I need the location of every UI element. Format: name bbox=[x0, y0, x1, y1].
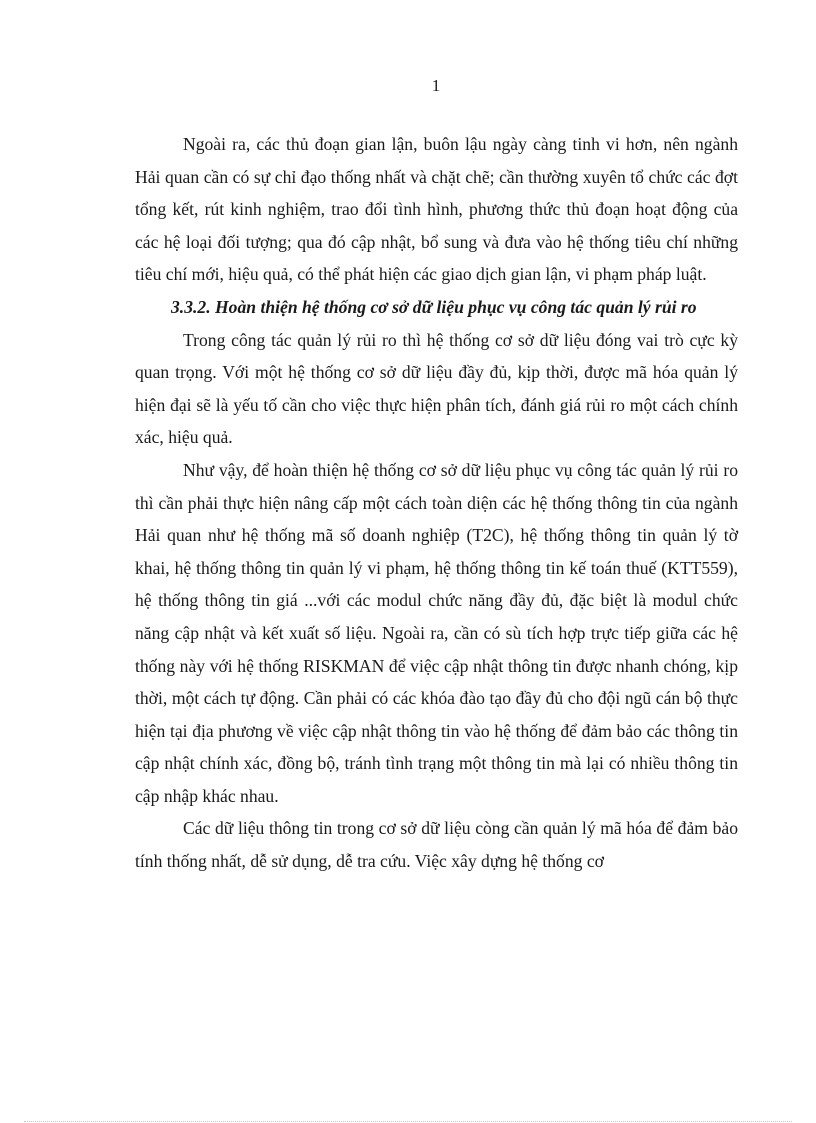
paragraph-system-upgrade: Như vậy, để hoàn thiện hệ thống cơ sở dữ liệu phục vụ công tác quản lý rủi ro thì cần phải thực hiện nâng cấp một cách toàn diện các hệ thống thông tin của ngành Hải quan như hệ thống mã số doanh nghiệp (T2C), hệ thống thông tin quản lý tờ khai, hệ thống thông tin quản lý vi phạm, hệ thống thông tin kế toán thuế (KTT559), hệ thống thông tin giá ...với các modul chức năng đầy đủ, đặc biệt là modul chức năng cập nhật và kết xuất số liệu. Ngoài ra, cần có sù tích hợp trực tiếp giữa các hệ thống này với hệ thống RISKMAN để việc cập nhật thông tin được nhanh chóng, kịp thời, một cách tự động. Cần phải có các khóa đào tạo đầy đủ cho đội ngũ cán bộ thực hiện tại địa phương về việc cập nhật thông tin vào hệ thống để đảm bảo các thông tin cập nhật chính xác, đồng bộ, tránh tình trạng một thông tin mà lại có nhiều thông tin cập nhập khác nhau. bbox=[135, 459, 738, 806]
paragraph-database-role: Trong công tác quản lý rủi ro thì hệ thống cơ sở dữ liệu đóng vai trò cực kỳ quan trọng. Với một hệ thống cơ sở dữ liệu đầy đủ, kịp thời, được mã hóa quản lý hiện đại sẽ là yếu tố cần cho việc thực hiện phân tích, đánh giá rủi ro một cách chính xác, hiệu quả. bbox=[135, 329, 738, 448]
page-bottom-divider bbox=[24, 1121, 792, 1122]
page-number: 1 bbox=[431, 76, 441, 95]
document-body bbox=[135, 128, 738, 878]
paragraph-data-encoding: Các dữ liệu thông tin trong cơ sở dữ liệu còng cần quản lý mã hóa để đảm bảo tính thống nhất, dễ sử dụng, dễ tra cứu. Việc xây dựng hệ thống cơ bbox=[135, 818, 738, 872]
paragraph-fraud-coordination: Ngoài ra, các thủ đoạn gian lận, buôn lậu ngày càng tinh vi hơn, nên ngành Hải quan cần có sự chỉ đạo thống nhất và chặt chẽ; cần thường xuyên tổ chức các đợt tổng kết, rút kinh nghiệm, trao đổi tình hình, phương thức thủ đoạn hoạt động của các hệ loại đối tượng; qua đó cập nhật, bổ sung và đưa vào hệ thống tiêu chí những tiêu chí mới, hiệu quả, có thể phát hiện các giao dịch gian lận, vi phạm pháp luật. bbox=[135, 134, 738, 285]
section-heading-3-3-2: 3.3.2. Hoàn thiện hệ thống cơ sở dữ liệu phục vụ công tác quản lý rủi ro bbox=[171, 296, 697, 317]
